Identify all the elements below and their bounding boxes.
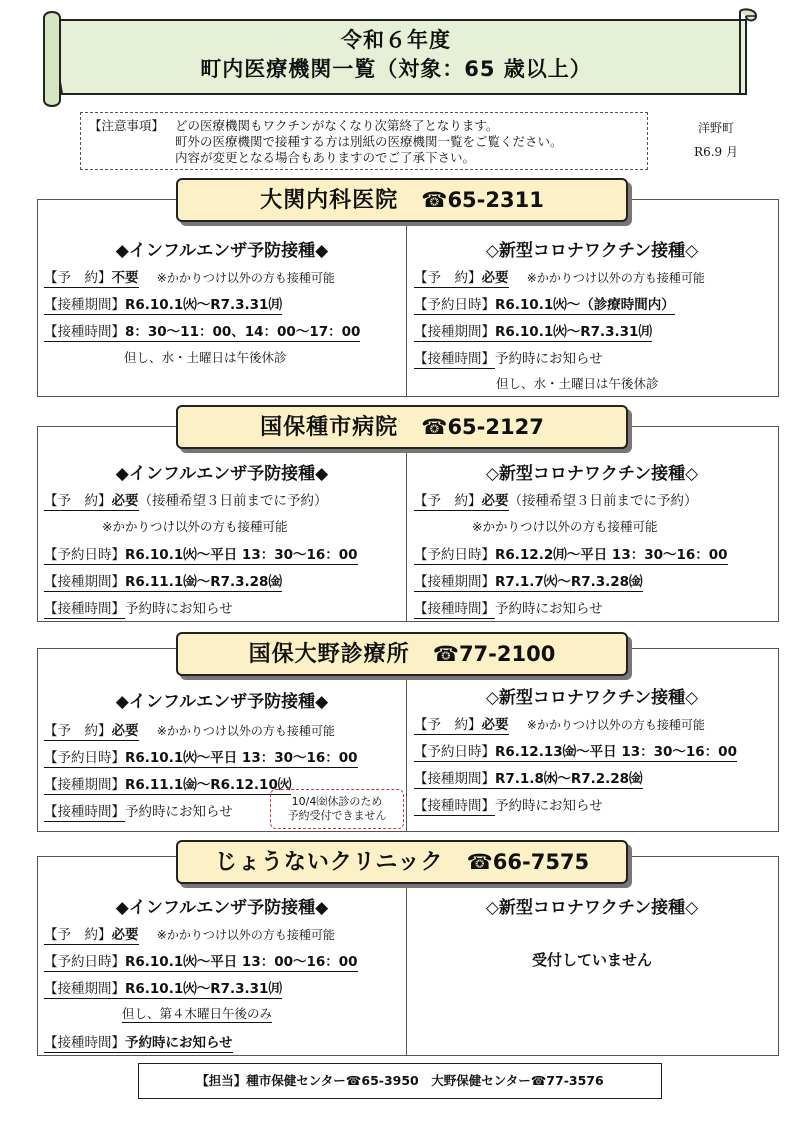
field-value: 予約時にお知らせ — [495, 798, 603, 814]
covid-date-row — [414, 740, 737, 760]
field-label: 【接種期間】 — [44, 297, 125, 313]
clinic-header-okisaki — [176, 178, 628, 222]
field-value: R6.11.1㈮～R7.3.28㈮ — [125, 574, 282, 590]
flu-reservation-row — [44, 923, 335, 943]
field-note: （接種希望３日前までに予約） — [508, 493, 698, 509]
field-label: 【予 約】 — [44, 493, 112, 509]
field-value: R6.12.2㈪～平日 13：30～16：00 — [495, 547, 728, 563]
field-value: R6.10.1㈫～（診療時間内） — [495, 297, 675, 313]
field-label: 【予 約】 — [44, 270, 112, 286]
covid-reservation-row — [414, 713, 705, 733]
field-value: 予約時にお知らせ — [125, 804, 233, 820]
covid-time-row — [414, 347, 603, 367]
covid-heading: ◇新型コロナワクチン接種◇ — [485, 898, 699, 918]
field-label: 【接種期間】 — [414, 324, 495, 340]
field-value: 必要 — [111, 723, 139, 739]
flu-heading: ◆インフルエンザ予防接種◆ — [115, 241, 329, 261]
field-label: 【予 約】 — [414, 717, 482, 733]
flu-time-row — [44, 1031, 233, 1051]
field-note: ※かかりつけ以外の方も接種可能 — [526, 271, 705, 285]
field-label: 【予約日時】 — [44, 547, 125, 563]
field-value: 予約時にお知らせ — [495, 601, 603, 617]
clinic-phone: ☎65-2127 — [421, 415, 544, 439]
flu-reservation-row — [44, 719, 335, 739]
clinic-header-jonai — [176, 840, 628, 884]
flu-reservation-row — [44, 266, 335, 286]
field-note: （接種希望３日前までに予約） — [138, 493, 328, 509]
covid-time-row — [414, 597, 603, 617]
column-divider — [406, 200, 407, 396]
field-value: R6.11.1㈮～R6.12.10㈫ — [125, 777, 292, 793]
clinic-section — [37, 426, 779, 622]
field-value: R6.10.1㈫～R7.3.31㈪ — [125, 297, 282, 313]
covid-date-row — [414, 293, 675, 313]
field-label: 【予約日時】 — [414, 547, 495, 563]
covid-period-row — [414, 767, 643, 787]
field-value: 必要 — [481, 493, 509, 509]
field-label: 【接種時間】 — [44, 1035, 125, 1051]
field-label: 【接種期間】 — [44, 777, 125, 793]
field-label: 【予 約】 — [44, 723, 112, 739]
title-banner — [40, 8, 760, 108]
field-label: 【予 約】 — [414, 270, 482, 286]
clinic-phone: ☎77-2100 — [432, 642, 556, 666]
flu-heading: ◆インフルエンザ予防接種◆ — [115, 692, 329, 712]
field-label: 【予 約】 — [44, 927, 112, 943]
covid-time-row — [414, 794, 603, 814]
flu-date-row — [44, 543, 358, 563]
column-divider — [406, 427, 407, 621]
flu-period-row — [44, 773, 291, 793]
flu-period-row — [44, 293, 282, 313]
covid-period-row — [414, 570, 643, 590]
field-label: 【接種時間】 — [414, 351, 495, 367]
flu-note: 但し、第４木曜日午後のみ — [122, 1006, 273, 1021]
field-label: 【接種時間】 — [44, 804, 125, 820]
notice-label: 【注意事項】 — [89, 118, 165, 133]
field-note: ※かかりつけ以外の方も接種可能 — [156, 724, 335, 738]
covid-note: 但し、水・土曜日は午後休診 — [496, 376, 659, 391]
field-value: 必要 — [481, 717, 509, 733]
flu-note-wrap — [122, 1004, 272, 1022]
flu-date-row — [44, 746, 358, 766]
clinic-phone: ☎66-7575 — [466, 850, 590, 874]
field-label: 【接種期間】 — [44, 574, 125, 590]
clinic-header-ono — [176, 632, 628, 676]
field-label: 【予約日時】 — [44, 750, 125, 766]
field-label: 【接種時間】 — [44, 601, 125, 617]
field-label: 【接種期間】 — [44, 981, 125, 997]
field-label: 【接種期間】 — [414, 771, 495, 787]
field-value: 予約時にお知らせ — [495, 351, 603, 367]
field-label: 【接種期間】 — [414, 574, 495, 590]
covid-date-row — [414, 543, 728, 563]
field-value: R7.1.7㈫～R7.3.28㈮ — [495, 574, 643, 590]
notice-line: どの医療機関もワクチンがなくなり次第終了となります。 — [175, 118, 499, 133]
document-title-year: 令和６年度 — [341, 28, 451, 52]
covid-note: ※かかりつけ以外の方も接種可能 — [472, 519, 658, 534]
field-value: 必要 — [111, 927, 139, 943]
notice-line: 町外の医療機関で接種する方は別紙の医療機関一覧をご覧ください。 — [175, 134, 563, 149]
field-note: ※かかりつけ以外の方も接種可能 — [156, 271, 335, 285]
contact-footer: 【担当】種市保健センター☎65-3950 大野保健センター☎77-3576 — [138, 1063, 662, 1099]
field-label: 【予 約】 — [414, 493, 482, 509]
covid-not-accepting: 受付していません — [531, 951, 652, 969]
notice-box — [80, 112, 648, 170]
flu-reservation-row — [44, 489, 328, 509]
issuer-date: R6.9 月 — [694, 145, 738, 159]
field-value: 不要 — [111, 270, 139, 286]
covid-reservation-row — [414, 266, 705, 286]
field-value: R7.1.8㈬～R7.2.28㈮ — [495, 771, 643, 787]
column-divider — [406, 649, 407, 831]
flu-time-row — [44, 320, 360, 340]
flu-heading: ◆インフルエンザ予防接種◆ — [115, 898, 329, 918]
field-label: 【接種時間】 — [44, 324, 125, 340]
field-label: 【接種時間】 — [414, 798, 495, 814]
flu-note: ※かかりつけ以外の方も接種可能 — [102, 519, 288, 534]
field-note: ※かかりつけ以外の方も接種可能 — [156, 928, 335, 942]
clinic-name: 大関内科医院 — [260, 188, 399, 213]
flu-note: 但し、水・土曜日は午後休診 — [124, 350, 287, 365]
field-value: R6.12.13㈮～平日 13：30～16：00 — [495, 744, 737, 760]
field-value: R6.10.1㈫～平日 13：30～16：00 — [125, 750, 358, 766]
closure-notice-line: 予約受付できません — [287, 809, 387, 822]
field-value: R6.10.1㈫～平日 13：00～16：00 — [125, 954, 358, 970]
flu-time-row — [44, 597, 233, 617]
closure-notice — [270, 789, 404, 829]
flu-time-row — [44, 800, 233, 820]
covid-heading: ◇新型コロナワクチン接種◇ — [485, 688, 699, 708]
field-value: 予約時にお知らせ — [125, 601, 233, 617]
clinic-header-taneichi — [176, 405, 628, 449]
flu-heading: ◆インフルエンザ予防接種◆ — [115, 464, 329, 484]
covid-reservation-row — [414, 489, 698, 509]
field-value: R6.10.1㈫～R7.3.31㈪ — [495, 324, 652, 340]
clinic-phone: ☎65-2311 — [421, 188, 544, 212]
field-value: R6.10.1㈫～R7.3.31㈪ — [125, 981, 282, 997]
flu-period-row — [44, 977, 282, 997]
issuer-town: 洋野町 — [697, 121, 734, 135]
field-value: 必要 — [481, 270, 509, 286]
field-note: ※かかりつけ以外の方も接種可能 — [526, 718, 705, 732]
closure-notice-line: 10/4㈮休診のため — [291, 795, 383, 808]
field-label: 【接種時間】 — [414, 601, 495, 617]
document-title: 町内医療機関一覧（対象：65 歳以上） — [200, 57, 592, 81]
field-value: 8：30～11：00、14：00～17：00 — [125, 324, 361, 340]
clinic-name: 国保種市病院 — [260, 415, 399, 440]
field-value: 予約時にお知らせ — [125, 1035, 233, 1051]
field-value: 必要 — [111, 493, 139, 509]
clinic-name: 国保大野診療所 — [248, 642, 410, 667]
flu-period-row — [44, 570, 282, 590]
flu-date-row — [44, 950, 358, 970]
field-label: 【予約日時】 — [414, 297, 495, 313]
covid-heading: ◇新型コロナワクチン接種◇ — [485, 464, 699, 484]
field-label: 【予約日時】 — [414, 744, 495, 760]
field-label: 【予約日時】 — [44, 954, 125, 970]
column-divider — [406, 857, 407, 1055]
notice-line: 内容が変更となる場合もありますのでご了承下さい。 — [175, 150, 476, 165]
clinic-name: じょうないクリニック — [214, 850, 444, 875]
covid-heading: ◇新型コロナワクチン接種◇ — [485, 241, 699, 261]
field-value: R6.10.1㈫～平日 13：30～16：00 — [125, 547, 358, 563]
clinic-section — [37, 199, 779, 397]
covid-period-row — [414, 320, 652, 340]
clinic-section — [37, 856, 779, 1056]
issuer-block — [688, 116, 744, 164]
